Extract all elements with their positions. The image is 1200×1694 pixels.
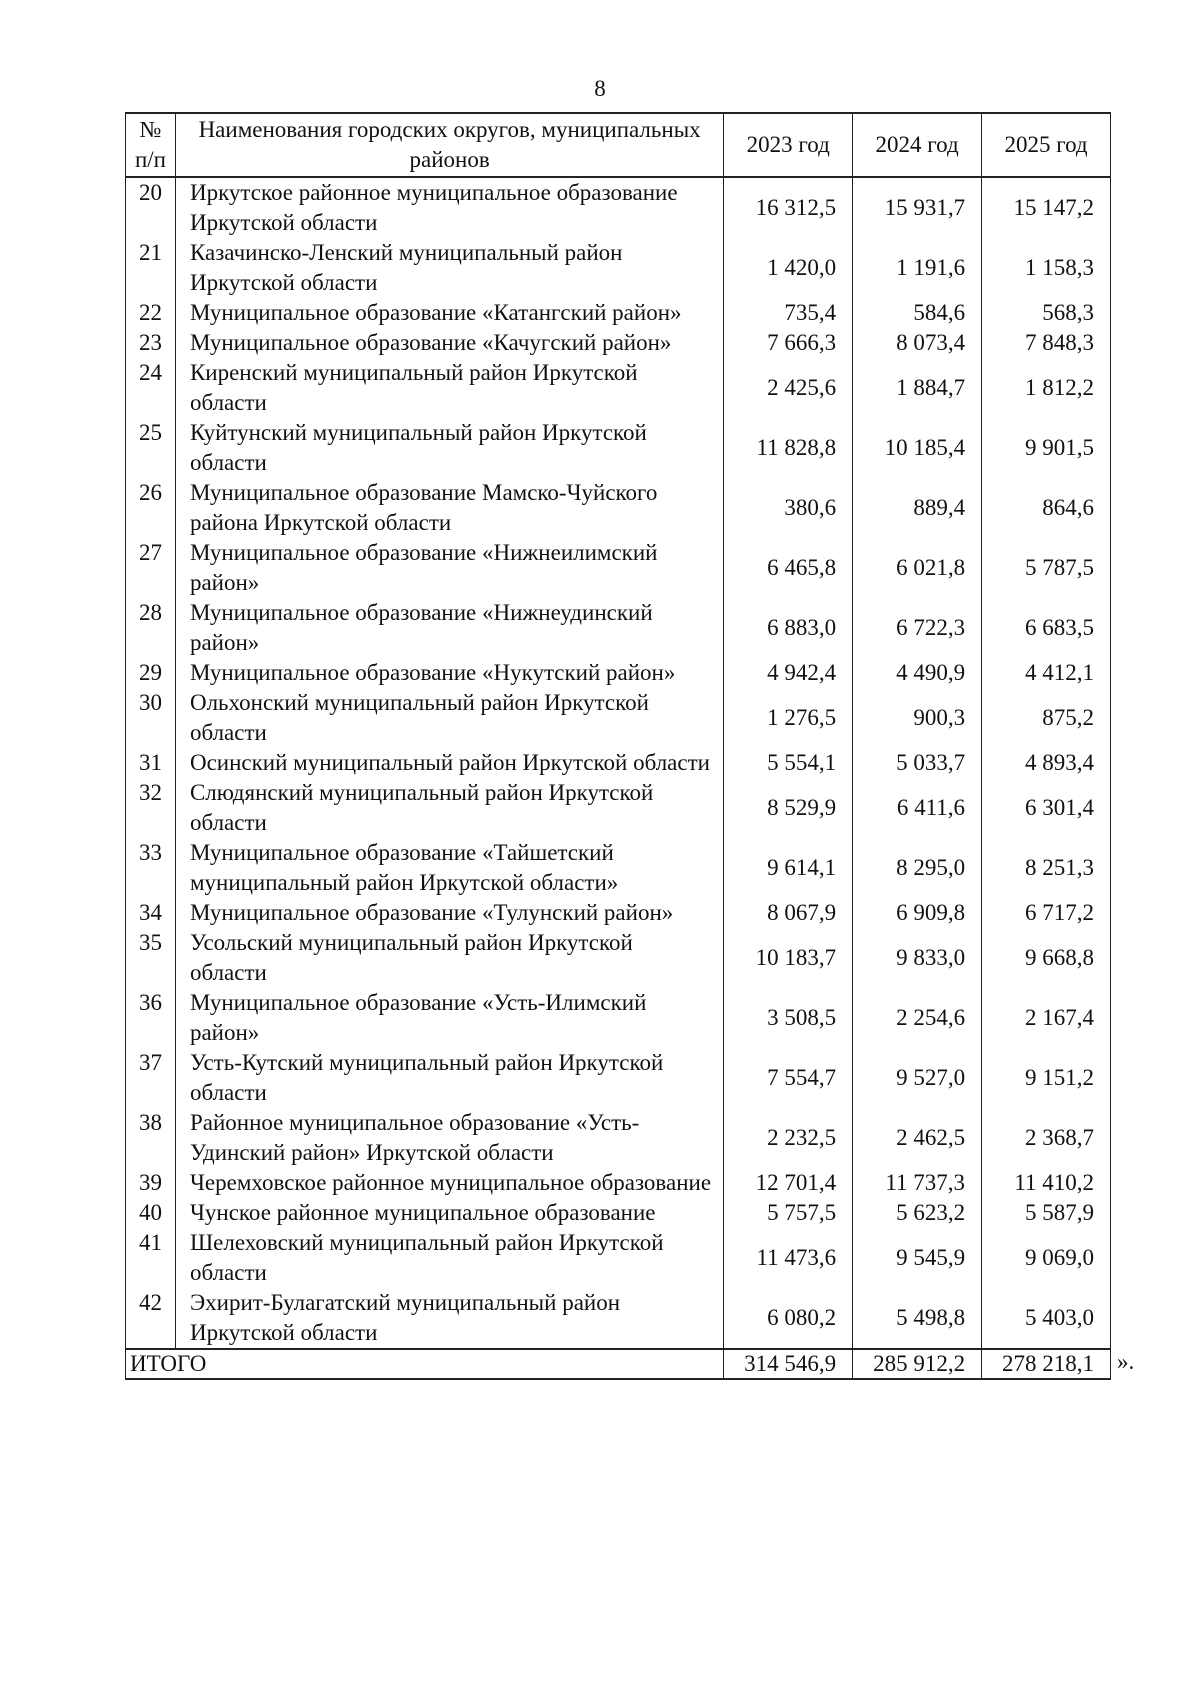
row-name: Муниципальное образование «Нукутский район»: [175, 658, 723, 688]
table-row: [126, 1198, 1111, 1228]
row-value-2023: 6 883,0: [724, 598, 853, 658]
row-value-2024: 5 033,7: [853, 748, 982, 778]
row-name: Муниципальное образование «Тулунский район»: [175, 898, 723, 928]
row-name: Районное муниципальное образование «Усть-Удинский район» Иркутской области: [175, 1108, 723, 1168]
row-name: Куйтунский муниципальный район Иркутской области: [175, 418, 723, 478]
row-number: 21: [126, 238, 176, 298]
row-value-2023: 5 757,5: [724, 1198, 853, 1228]
row-number: 20: [126, 177, 176, 238]
row-name: Муниципальное образование Мамско-Чуйского района Иркутской области: [175, 478, 723, 538]
row-value-2024: 2 254,6: [853, 988, 982, 1048]
row-value-2023: 7 666,3: [724, 328, 853, 358]
row-value-2025: 5 403,0: [982, 1288, 1111, 1349]
table-row: [126, 328, 1111, 358]
row-value-2023: 10 183,7: [724, 928, 853, 988]
row-value-2023: 380,6: [724, 478, 853, 538]
total-2023: 314 546,9: [724, 1349, 853, 1379]
row-number: 27: [126, 538, 176, 598]
row-value-2023: 6 080,2: [724, 1288, 853, 1349]
table-row: [126, 778, 1111, 838]
row-value-2025: 11 410,2: [982, 1168, 1111, 1198]
row-value-2024: 8 295,0: [853, 838, 982, 898]
row-value-2025: 5 587,9: [982, 1198, 1111, 1228]
row-number: 42: [126, 1288, 176, 1349]
row-value-2023: 1 420,0: [724, 238, 853, 298]
table-row: [126, 1288, 1111, 1349]
row-number: 28: [126, 598, 176, 658]
row-value-2023: 5 554,1: [724, 748, 853, 778]
row-value-2025: 9 151,2: [982, 1048, 1111, 1108]
row-value-2023: 12 701,4: [724, 1168, 853, 1198]
row-number: 35: [126, 928, 176, 988]
header-2024: 2024 год: [853, 113, 982, 177]
row-value-2024: 900,3: [853, 688, 982, 748]
total-2025: 278 218,1: [982, 1349, 1111, 1379]
table-row: [126, 177, 1111, 238]
row-value-2025: 6 683,5: [982, 598, 1111, 658]
table-row: [126, 1168, 1111, 1198]
row-name: Усольский муниципальный район Иркутской области: [175, 928, 723, 988]
row-number: 26: [126, 478, 176, 538]
row-number: 23: [126, 328, 176, 358]
row-number: 37: [126, 1048, 176, 1108]
row-value-2023: 11 828,8: [724, 418, 853, 478]
row-value-2025: 8 251,3: [982, 838, 1111, 898]
row-value-2025: 568,3: [982, 298, 1111, 328]
row-number: 39: [126, 1168, 176, 1198]
row-value-2025: 2 368,7: [982, 1108, 1111, 1168]
table-row: [126, 838, 1111, 898]
row-name: Иркутское районное муниципальное образование Иркутской области: [175, 177, 723, 238]
row-value-2024: 6 722,3: [853, 598, 982, 658]
budget-table: [125, 112, 1111, 1380]
row-value-2025: 864,6: [982, 478, 1111, 538]
row-value-2024: 5 498,8: [853, 1288, 982, 1349]
row-name: Усть-Кутский муниципальный район Иркутской области: [175, 1048, 723, 1108]
row-number: 33: [126, 838, 176, 898]
total-2024: 285 912,2: [853, 1349, 982, 1379]
row-number: 34: [126, 898, 176, 928]
row-value-2023: 8 529,9: [724, 778, 853, 838]
row-number: 31: [126, 748, 176, 778]
row-value-2025: 875,2: [982, 688, 1111, 748]
table-header-row: [126, 113, 1111, 177]
row-value-2023: 4 942,4: [724, 658, 853, 688]
row-value-2024: 2 462,5: [853, 1108, 982, 1168]
row-name: Осинский муниципальный район Иркутской области: [175, 748, 723, 778]
row-value-2023: 2 232,5: [724, 1108, 853, 1168]
table-row: [126, 358, 1111, 418]
table-row: [126, 1048, 1111, 1108]
page-number: 8: [594, 76, 606, 101]
row-name: Эхирит-Булагатский муниципальный район Иркутской области: [175, 1288, 723, 1349]
row-value-2023: 1 276,5: [724, 688, 853, 748]
row-value-2023: 8 067,9: [724, 898, 853, 928]
row-name: Казачинско-Ленский муниципальный район Иркутской области: [175, 238, 723, 298]
row-value-2025: 1 812,2: [982, 358, 1111, 418]
table-row: [126, 238, 1111, 298]
table-row: [126, 898, 1111, 928]
row-value-2023: 7 554,7: [724, 1048, 853, 1108]
row-value-2024: 4 490,9: [853, 658, 982, 688]
row-number: 22: [126, 298, 176, 328]
table-row: [126, 928, 1111, 988]
header-num: № п/п: [126, 113, 176, 177]
row-number: 24: [126, 358, 176, 418]
table-row: [126, 418, 1111, 478]
total-row: [126, 1349, 1111, 1379]
row-value-2025: 9 069,0: [982, 1228, 1111, 1288]
row-name: Ольхонский муниципальный район Иркутской области: [175, 688, 723, 748]
row-name: Муниципальное образование «Качугский район»: [175, 328, 723, 358]
row-number: 32: [126, 778, 176, 838]
row-value-2024: 15 931,7: [853, 177, 982, 238]
table-body: [126, 177, 1111, 1349]
row-value-2025: 4 893,4: [982, 748, 1111, 778]
row-number: 29: [126, 658, 176, 688]
row-number: 41: [126, 1228, 176, 1288]
row-value-2023: 2 425,6: [724, 358, 853, 418]
row-value-2025: 2 167,4: [982, 988, 1111, 1048]
row-value-2023: 9 614,1: [724, 838, 853, 898]
row-number: 38: [126, 1108, 176, 1168]
row-number: 36: [126, 988, 176, 1048]
row-value-2024: 5 623,2: [853, 1198, 982, 1228]
row-name: Муниципальное образование «Нижнеудинский район»: [175, 598, 723, 658]
row-value-2024: 8 073,4: [853, 328, 982, 358]
row-value-2025: 6 301,4: [982, 778, 1111, 838]
row-name: Киренский муниципальный район Иркутской области: [175, 358, 723, 418]
row-value-2025: 5 787,5: [982, 538, 1111, 598]
row-name: Муниципальное образование «Тайшетский муниципальный район Иркутской области»: [175, 838, 723, 898]
row-value-2024: 6 909,8: [853, 898, 982, 928]
row-number: 30: [126, 688, 176, 748]
row-value-2024: 1 191,6: [853, 238, 982, 298]
table-row: [126, 1228, 1111, 1288]
row-number: 25: [126, 418, 176, 478]
table-row: [126, 988, 1111, 1048]
header-2023: 2023 год: [724, 113, 853, 177]
row-value-2024: 1 884,7: [853, 358, 982, 418]
table-row: [126, 1108, 1111, 1168]
row-value-2024: 6 021,8: [853, 538, 982, 598]
row-value-2025: 9 901,5: [982, 418, 1111, 478]
row-value-2024: 889,4: [853, 478, 982, 538]
row-value-2024: 9 527,0: [853, 1048, 982, 1108]
row-value-2024: 9 833,0: [853, 928, 982, 988]
row-name: Муниципальное образование «Катангский район»: [175, 298, 723, 328]
header-2025: 2025 год: [982, 113, 1111, 177]
table-row: [126, 658, 1111, 688]
total-label: ИТОГО: [126, 1349, 724, 1379]
row-number: 40: [126, 1198, 176, 1228]
row-value-2025: 6 717,2: [982, 898, 1111, 928]
table-row: [126, 478, 1111, 538]
row-value-2024: 6 411,6: [853, 778, 982, 838]
row-name: Муниципальное образование «Усть-Илимский район»: [175, 988, 723, 1048]
row-value-2025: 4 412,1: [982, 658, 1111, 688]
row-name: Чунское районное муниципальное образование: [175, 1198, 723, 1228]
row-value-2024: 11 737,3: [853, 1168, 982, 1198]
row-value-2025: 9 668,8: [982, 928, 1111, 988]
row-value-2023: 6 465,8: [724, 538, 853, 598]
row-value-2023: 16 312,5: [724, 177, 853, 238]
row-value-2025: 15 147,2: [982, 177, 1111, 238]
row-value-2025: 7 848,3: [982, 328, 1111, 358]
row-value-2023: 735,4: [724, 298, 853, 328]
row-value-2024: 9 545,9: [853, 1228, 982, 1288]
row-name: Черемховское районное муниципальное образование: [175, 1168, 723, 1198]
row-value-2025: 1 158,3: [982, 238, 1111, 298]
table-row: [126, 688, 1111, 748]
row-value-2023: 3 508,5: [724, 988, 853, 1048]
closing-quote-mark: ».: [1117, 1349, 1135, 1374]
row-value-2024: 584,6: [853, 298, 982, 328]
row-name: Слюдянский муниципальный район Иркутской области: [175, 778, 723, 838]
row-value-2023: 11 473,6: [724, 1228, 853, 1288]
row-name: Муниципальное образование «Нижнеилимский район»: [175, 538, 723, 598]
table-row: [126, 598, 1111, 658]
table-row: [126, 298, 1111, 328]
table-row: [126, 748, 1111, 778]
table-row: [126, 538, 1111, 598]
row-value-2024: 10 185,4: [853, 418, 982, 478]
row-name: Шелеховский муниципальный район Иркутской области: [175, 1228, 723, 1288]
header-name: Наименования городских округов, муниципальных районов: [175, 113, 723, 177]
